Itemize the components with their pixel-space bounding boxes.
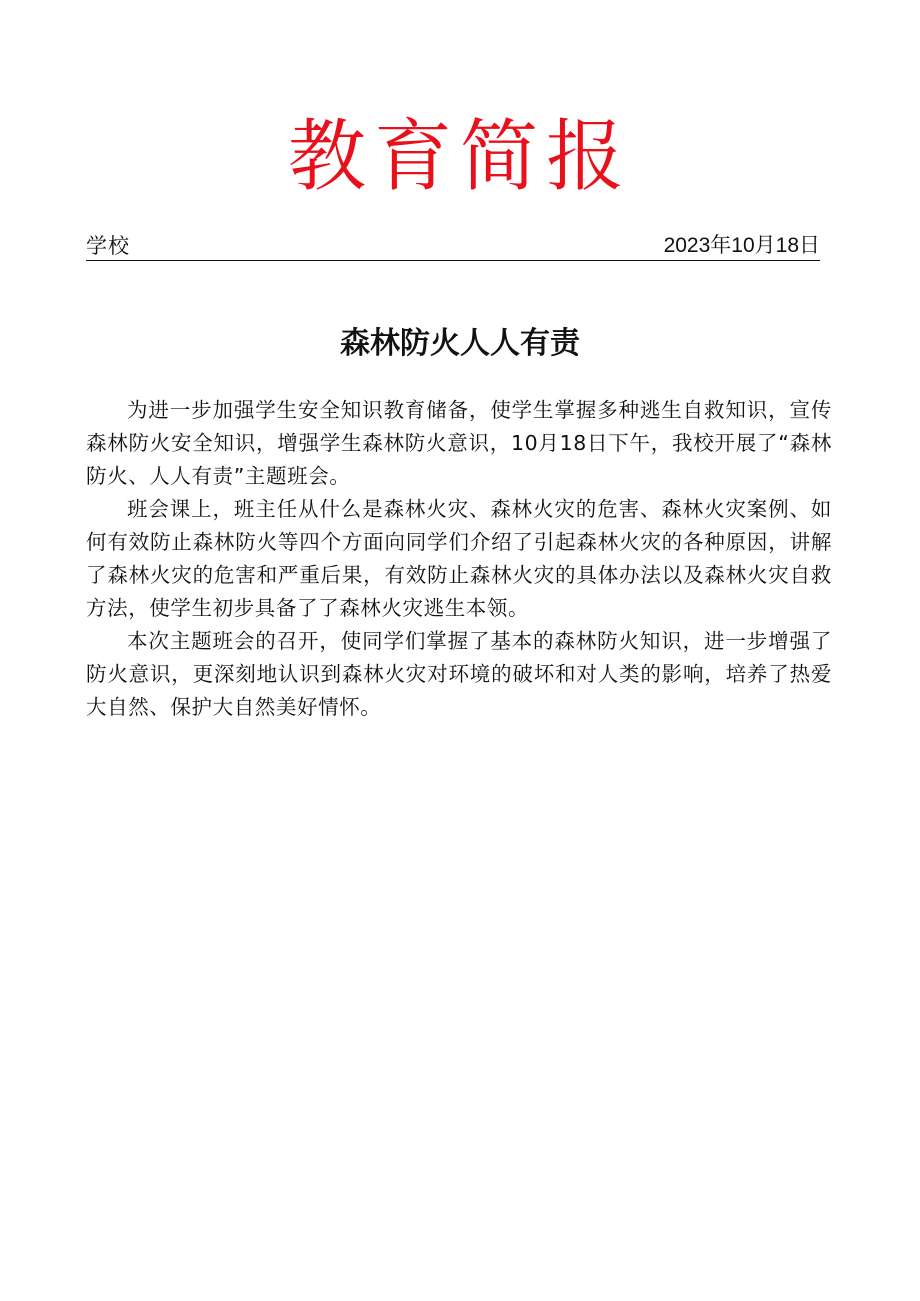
paragraph: 班会课上，班主任从什么是森林火灾、森林火灾的危害、森林火灾案例、如何有效防止森林防火等四个方面向同学们介绍了引起森林火灾的各种原因，讲解了森林火灾的危害和严重后果，有效防止森林火灾的具体办法以及森林火灾自救方法，使学生初步具备了了森林火灾逃生本领。 [86, 497, 832, 620]
school-label: 学校 [86, 234, 130, 258]
paragraph: 本次主题班会的召开，使同学们掌握了基本的森林防火知识，进一步增强了防火意识，更深刻地认识到森林火灾对环境的破坏和对人类的影响，培养了热爱大自然、保护大自然美好情怀。 [86, 629, 832, 719]
article-title: 森林防火人人有责 [340, 326, 580, 361]
masthead-title: 教育简报 [287, 112, 632, 202]
meta-line [86, 232, 820, 261]
report-date: 2023年10月18日 [663, 234, 820, 257]
article-body [86, 394, 832, 724]
paragraph: 为进一步加强学生安全知识教育储备，使学生掌握多种逃生自救知识，宣传森林防火安全知识，增强学生森林防火意识，10月18日下午，我校开展了“森林防火、人人有责”主题班会。 [86, 398, 832, 488]
